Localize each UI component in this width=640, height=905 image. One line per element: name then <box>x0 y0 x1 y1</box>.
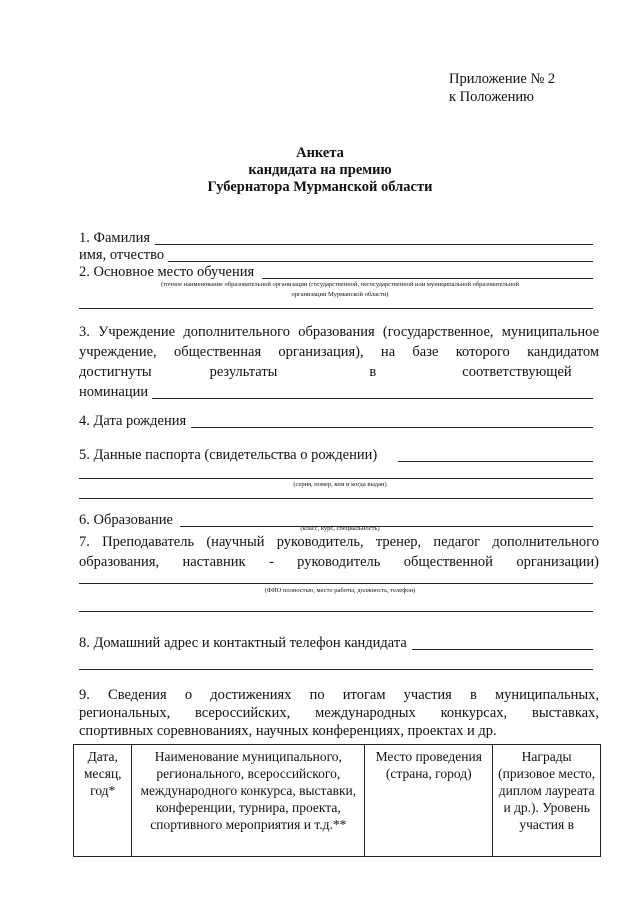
appendix-reference: к Положению <box>449 89 534 105</box>
form-title: Анкета <box>296 145 344 161</box>
form-subtitle-region: Губернатора Мурманской области <box>207 179 433 195</box>
teacher-hint: (ФИО полностью, место работы, должность, телефон) <box>264 587 416 594</box>
passport-label: 5. Данные паспорта (свидетельства о рождении) <box>79 447 378 463</box>
table-header-row <box>74 745 601 857</box>
passport-field-3[interactable] <box>79 498 593 499</box>
teacher-field[interactable] <box>79 583 593 584</box>
achievements-text-1: 9. Сведения о достижениях по итогам участия в муниципальных, <box>79 687 599 703</box>
study-place-label: 2. Основное место обучения <box>79 264 255 280</box>
study-place-field[interactable] <box>262 278 593 279</box>
birth-date-label: 4. Дата рождения <box>79 413 187 429</box>
study-place-hint: (точное наименование образовательной организации (государственной, негосударственной или муниципальной образовательной <box>161 281 519 288</box>
in-word: в <box>369 364 377 380</box>
study-place-hint-2: организации Мурманской области) <box>291 291 389 298</box>
results-word: результаты <box>209 364 278 380</box>
institution-text-1: 3. Учреждение дополнительного образования (государственное, муниципальное <box>79 324 599 340</box>
address-field[interactable] <box>412 649 593 650</box>
achieved-word: достигнуты <box>79 364 152 380</box>
header-event-name: Наименование муниципального, регионального, всероссийского, международного конкурса, выставки, конференции, турнира, проекта, спортивного мероприятия и т.д.** <box>132 745 365 857</box>
name-patronymic-field[interactable] <box>168 261 593 262</box>
education-label: 6. Образование <box>79 512 173 528</box>
nomination-label: номинации <box>79 384 149 400</box>
institution-field[interactable] <box>152 398 593 399</box>
name-patronymic-label: имя, отчество <box>79 247 165 263</box>
form-subtitle: кандидата на премию <box>248 162 392 178</box>
institution-text-3 <box>79 363 599 381</box>
teacher-field-2[interactable] <box>79 611 593 612</box>
education-hint: (класс, курс, специальность) <box>300 525 380 532</box>
achievements-table <box>73 744 601 857</box>
corresponding-word: соответствующей <box>462 364 572 380</box>
teacher-text-2: образования, наставник - руководитель общественной организации) <box>79 554 599 570</box>
passport-hint: (серия, номер, кем и когда выдан) <box>293 481 387 488</box>
passport-field-2[interactable] <box>79 478 593 479</box>
study-place-field-2[interactable] <box>79 308 593 309</box>
birth-date-field[interactable] <box>191 427 593 428</box>
surname-label: 1. Фамилия <box>79 230 150 246</box>
surname-field[interactable] <box>155 244 593 245</box>
appendix-number: Приложение № 2 <box>449 71 556 87</box>
institution-text-2: учреждение, общественная организация), на базе которого кандидатом <box>79 344 599 360</box>
address-field-2[interactable] <box>79 669 593 670</box>
teacher-text-1: 7. Преподаватель (научный руководитель, тренер, педагог дополнительного <box>79 534 599 550</box>
institution-text-3-content <box>79 363 599 381</box>
header-date: Дата, месяц, год* <box>74 745 132 857</box>
achievements-text-3: спортивных соревнованиях, научных конференциях, проектах и др. <box>79 723 497 739</box>
header-venue: Место проведения (страна, город) <box>365 745 493 857</box>
achievements-text-2: региональных, всероссийских, международных конкурсах, выставках, <box>79 705 599 721</box>
address-label: 8. Домашний адрес и контактный телефон кандидата <box>79 635 407 651</box>
passport-field[interactable] <box>398 461 593 462</box>
header-awards: Награды (призовое место, диплом лауреата и др.). Уровень участия в <box>493 745 601 857</box>
